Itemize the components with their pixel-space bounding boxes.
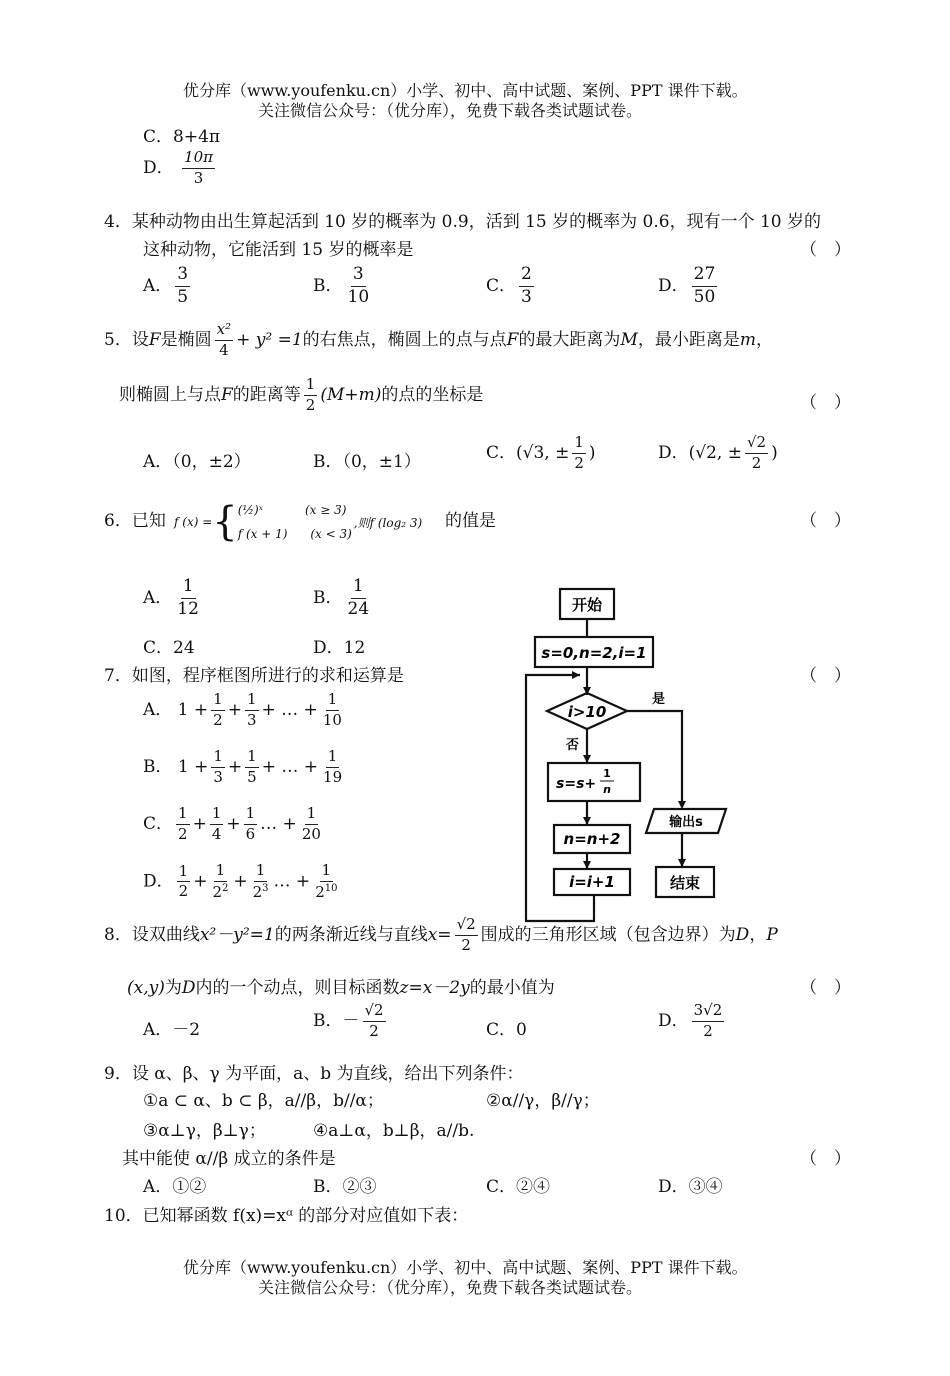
q9-option-b: B．②③ [313, 1177, 377, 1197]
flow-yes-line [627, 711, 682, 807]
q9-ask: 其中能使 α//β 成立的条件是 [122, 1149, 336, 1169]
q8-stem-2: (x,y)为D内的一个动点，则目标函数z=x－2y的最小值为 [127, 978, 555, 998]
header-line-2: 关注微信公众号：（优分库），免费下载各类试题试卷。 [258, 101, 643, 120]
flow-start-label: 开始 [571, 596, 603, 614]
q6-answer-blank: （ ） [800, 511, 851, 531]
footer-line-2: 关注微信公众号：（优分库），免费下载各类试题试卷。 [258, 1278, 643, 1297]
q9-option-d: D．③④ [658, 1177, 723, 1197]
flow-end-label: 结束 [669, 874, 701, 892]
q7-option-d: D． $\frac{1}{2}$ + $\frac{1}{2^2}$ + $\frac{1}{2^3}$ … + $\frac{1}{2^{10}}$ [143, 861, 338, 901]
q7-answer-blank: （ ） [800, 666, 851, 686]
q9-condition-3: ③α⊥γ，β⊥γ； [143, 1121, 266, 1141]
q9-stem: 9．设 α、β、γ 为平面，a、b 为直线，给出下列条件： [104, 1064, 524, 1084]
flow-body-label: s=s+ [556, 776, 597, 792]
q5-option-d: D．(√2, ± $\frac{√2}{2}$ ) [658, 433, 778, 472]
q9-option-c: C．②④ [486, 1177, 551, 1197]
flow-init-label: s=0,n=2,i=1 [541, 644, 647, 662]
q4-option-a: A． $\frac{3}{5}$ [143, 264, 189, 307]
header-line-1: 优分库（www.youfenku.cn）小学、初中、高中试题、案例、PPT 课件下载。 [183, 81, 748, 100]
q9-condition-2: ②α//γ，β//γ； [486, 1091, 600, 1111]
flowchart [520, 585, 735, 930]
flow-body-frac-num: 1 [603, 767, 611, 780]
flow-no-label: 否 [566, 738, 580, 753]
q9-option-a: A．①② [143, 1177, 207, 1197]
q4-option-d: D． $\frac{27}{50}$ [658, 264, 716, 307]
q7-option-c: C． $\frac{1}{2}$ + $\frac{1}{4}$ + $\frac{1}{6}$ … + $\frac{1}{20}$ [143, 804, 321, 843]
q4-stem-2: 这种动物，它能活到 15 岁的概率是 [143, 240, 414, 260]
q6-option-b: B． $\frac{1}{24}$ [313, 576, 370, 619]
q5-stem-2: 则椭圆上与点F的距离等 $\frac{1}{2}$ (M+m)的点的坐标是 [119, 375, 484, 414]
q4-option-b: B． $\frac{3}{10}$ [313, 264, 370, 307]
q5-answer-blank: （ ） [800, 393, 851, 413]
q3-option-d: D． $\frac{10\pi}{3}$ [143, 148, 213, 187]
q10-stem: 10．已知幂函数 f(x)=xᵅ 的部分对应值如下表： [104, 1206, 469, 1226]
q7-option-b: B． 1 + $\frac{1}{3}$ + $\frac{1}{5}$ + … + $\frac{1}{19}$ [143, 747, 343, 786]
q8-option-d: D． $\frac{3√2}{2}$ [658, 1001, 723, 1040]
q4-answer-blank: （ ） [800, 240, 851, 260]
q6-piecewise: f (x) = { (½)ˣ (x ≥ 3) f (x + 1) (x < 3) ,则f (log₂ 3) [174, 499, 423, 545]
q6-stem-end: 的值是 [445, 511, 496, 531]
q7-option-a: A． 1 + $\frac{1}{2}$ + $\frac{1}{3}$ + … + $\frac{1}{10}$ [143, 690, 342, 729]
footer-line-1: 优分库（www.youfenku.cn）小学、初中、高中试题、案例、PPT 课件下载。 [183, 1258, 748, 1277]
q6-option-d: D．12 [313, 638, 366, 658]
q3-option-c: C．8+4π [143, 127, 221, 147]
q8-option-c: C．0 [486, 1020, 527, 1040]
q4-option-c: C． $\frac{2}{3}$ [486, 264, 532, 307]
q5-option-c: C．(√3, ± $\frac{1}{2}$ ) [486, 433, 596, 472]
flow-step-n-label: n=n+2 [563, 830, 621, 848]
flow-yes-label: 是 [652, 692, 666, 707]
q8-option-b: B．－ $\frac{√2}{2}$ [313, 1001, 384, 1040]
q5-option-a: A．（0，±2） [143, 452, 251, 472]
q7-stem: 7．如图，程序框图所进行的求和运算是 [104, 666, 404, 686]
q6-stem: 6．已知 [104, 511, 166, 531]
flow-step-i-label: i=i+1 [569, 873, 615, 891]
q9-condition-4: ④a⊥α，b⊥β，a//b. [313, 1121, 475, 1141]
q8-answer-blank: （ ） [800, 978, 851, 998]
q6-option-c: C．24 [143, 638, 195, 658]
q5-option-b: B．（0，±1） [313, 452, 421, 472]
flow-output-label: 输出s [669, 815, 703, 830]
q8-stem: 8．设双曲线x²－y²=1的两条渐近线与直线x= $\frac{√2}{2}$ 围成的三角形区域（包含边界）为D，P [104, 915, 778, 954]
q9-condition-1: ①a ⊂ α、b ⊂ β，a//β，b//α； [143, 1091, 384, 1111]
flow-body-frac-den: n [603, 783, 611, 796]
q8-option-a: A．－2 [143, 1020, 201, 1040]
q6-option-a: A． $\frac{1}{12}$ [143, 576, 199, 619]
q5-stem: 5．设F是椭圆 $\frac{\text{x²}}{4}$ + y² =1的右焦点，椭圆上的点与点F的最大距离为M，最小距离是m， [104, 320, 773, 359]
q9-answer-blank: （ ） [800, 1149, 851, 1169]
flow-cond-label: i>10 [567, 703, 607, 721]
q4-stem: 4．某种动物由出生算起活到 10 岁的概率为 0.9，活到 15 岁的概率为 0.6，现有一个 10 岁的 [104, 212, 822, 232]
